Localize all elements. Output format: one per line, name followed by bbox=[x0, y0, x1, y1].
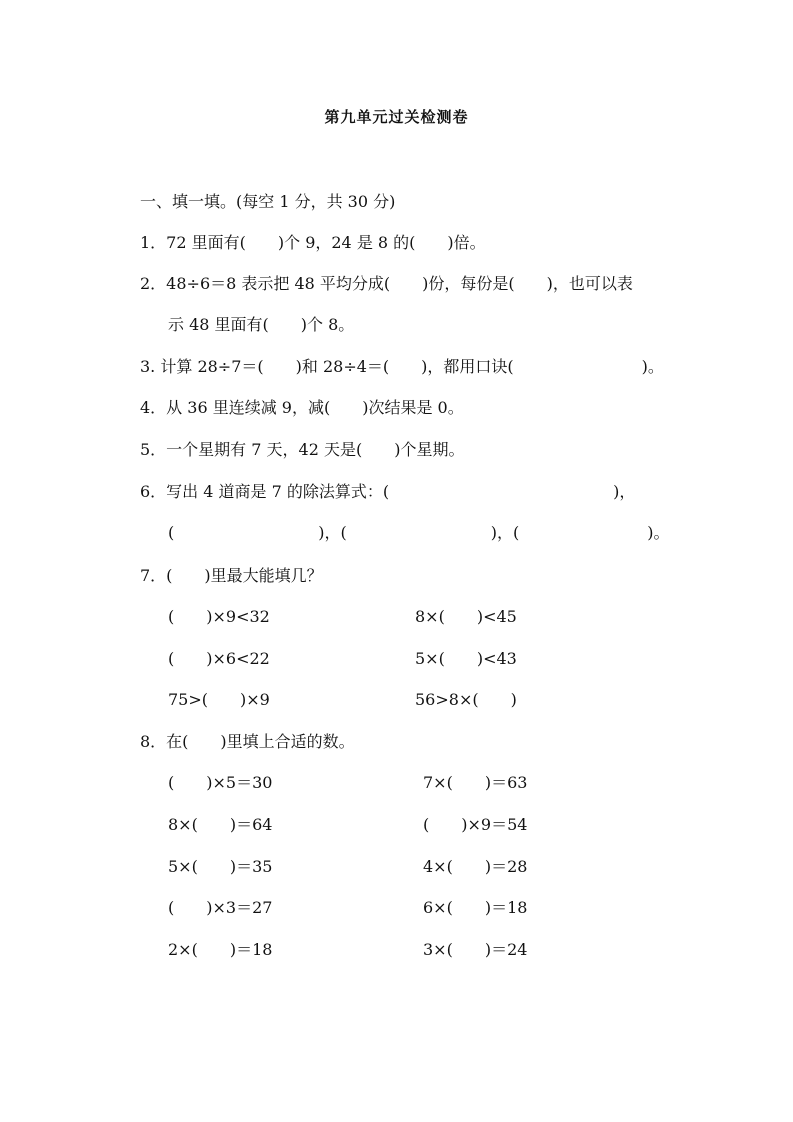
question-4: 4．从 36 里连续减 9，减( )次结果是 0。 bbox=[140, 398, 464, 417]
question-6-line-2: ( )，( )，( )。 bbox=[168, 523, 670, 542]
q8-row-1-left: ( )×5＝30 bbox=[168, 773, 273, 792]
q7-row-3-right: 56>8×( ) bbox=[415, 690, 517, 709]
question-5: 5．一个星期有 7 天，42 天是( )个星期。 bbox=[140, 440, 465, 459]
q7-row-2-right: 5×( )<43 bbox=[415, 649, 517, 668]
question-8-prompt: 8．在( )里填上合适的数。 bbox=[140, 732, 355, 751]
question-2-line-2: 示 48 里面有( )个 8。 bbox=[168, 315, 355, 334]
q8-row-3-right: 4×( )＝28 bbox=[423, 857, 528, 876]
question-1: 1．72 里面有( )个 9，24 是 8 的( )倍。 bbox=[140, 233, 486, 252]
q8-row-4-right: 6×( )＝18 bbox=[423, 898, 528, 917]
q8-row-1-right: 7×( )＝63 bbox=[423, 773, 528, 792]
page-title: 第九单元过关检测卷 bbox=[324, 108, 469, 126]
q7-row-1-right: 8×( )<45 bbox=[415, 607, 517, 626]
q8-row-3-left: 5×( )＝35 bbox=[168, 857, 273, 876]
question-7-prompt: 7．( )里最大能填几？ bbox=[140, 566, 323, 585]
question-2-line-1: 2．48÷6＝8 表示把 48 平均分成( )份，每份是( )，也可以表 bbox=[140, 274, 633, 293]
q8-row-5-left: 2×( )＝18 bbox=[168, 940, 273, 959]
q8-row-2-left: 8×( )＝64 bbox=[168, 815, 273, 834]
q7-row-1-left: ( )×9<32 bbox=[168, 607, 270, 626]
q7-row-2-left: ( )×6<22 bbox=[168, 649, 270, 668]
question-3: 3. 计算 28÷7＝( )和 28÷4＝( )，都用口诀( )。 bbox=[140, 357, 664, 376]
q7-row-3-left: 75>( )×9 bbox=[168, 690, 270, 709]
q8-row-4-left: ( )×3＝27 bbox=[168, 898, 273, 917]
section-heading: 一、填一填。(每空 1 分，共 30 分) bbox=[140, 192, 396, 211]
q8-row-2-right: ( )×9＝54 bbox=[423, 815, 528, 834]
question-6-line-1: 6．写出 4 道商是 7 的除法算式：( )， bbox=[140, 482, 636, 501]
q8-row-5-right: 3×( )＝24 bbox=[423, 940, 528, 959]
